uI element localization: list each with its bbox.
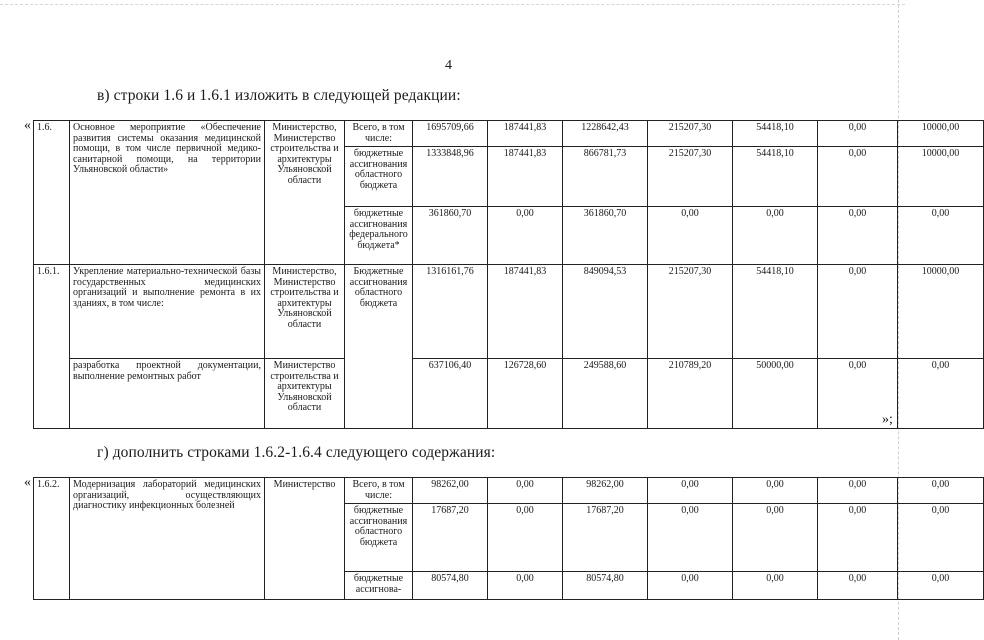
value-cell: 187441,83: [488, 147, 563, 207]
value-cell: 0,00: [898, 504, 984, 572]
value-cell: 54418,10: [733, 147, 818, 207]
heading-add-rows: г) дополнить строками 1.6.2-1.6.4 следующего содержания:: [97, 444, 496, 461]
value-cell: 0,00: [898, 572, 984, 600]
value-cell: 54418,10: [733, 265, 818, 359]
value-cell: 0,00: [818, 572, 898, 600]
value-cell: 849094,53: [563, 265, 648, 359]
value-cell: 0,00: [898, 478, 984, 504]
value-cell: 98262,00: [413, 478, 488, 504]
value-cell: 0,00: [733, 504, 818, 572]
value-cell: 0,00: [648, 207, 733, 265]
value-cell: 17687,20: [563, 504, 648, 572]
row-name: разработка проектной документации, выполнение ремонтных работ: [70, 359, 265, 429]
value-cell: 0,00: [488, 504, 563, 572]
value-cell: 1228642,43: [563, 121, 648, 147]
row-executor: Министерство, Министерство строительства и архитектуры Ульяновской области: [265, 121, 345, 265]
row-name: Основное мероприятие «Обеспечение развития системы оказания медицинской помощи, в том числе первичной медико-санитарной помощи, на территории Ульяновской области»: [70, 121, 265, 265]
table-row: [34, 359, 984, 429]
value-cell: 0,00: [818, 265, 898, 359]
value-cell: 17687,20: [413, 504, 488, 572]
row-executor: Министерство: [265, 478, 345, 600]
value-cell: 1333848,96: [413, 147, 488, 207]
value-cell: 1316161,76: [413, 265, 488, 359]
table-row: [34, 265, 984, 359]
value-cell: 10000,00: [898, 121, 984, 147]
funding-source: бюджетные ассигнова-: [345, 572, 413, 600]
value-cell: 80574,80: [563, 572, 648, 600]
open-quote-2: «: [24, 475, 31, 490]
funding-source: бюджетные ассигнования областного бюджета: [345, 147, 413, 207]
value-cell: 0,00: [648, 478, 733, 504]
value-cell: 187441,83: [488, 265, 563, 359]
table-rows-1-6: [33, 120, 984, 429]
value-cell: 0,00: [818, 147, 898, 207]
row-number: 1.6.2.: [34, 478, 70, 600]
value-cell: 215207,30: [648, 147, 733, 207]
value-cell: 361860,70: [563, 207, 648, 265]
value-cell: 249588,60: [563, 359, 648, 429]
value-cell: 215207,30: [648, 265, 733, 359]
value-cell: 0,00: [818, 207, 898, 265]
value-cell: 0,00: [733, 207, 818, 265]
value-cell: 0,00: [818, 478, 898, 504]
value-cell: 0,00: [898, 207, 984, 265]
value-cell: 10000,00: [898, 265, 984, 359]
table-row: [34, 478, 984, 504]
open-quote-1: «: [24, 118, 31, 133]
value-cell: 0,00: [733, 478, 818, 504]
table-row: [34, 121, 984, 147]
value-cell: 0,00: [488, 207, 563, 265]
value-cell: 0,00: [898, 359, 984, 429]
value-cell: 54418,10: [733, 121, 818, 147]
value-cell: 0,00: [648, 504, 733, 572]
value-cell: 210789,20: [648, 359, 733, 429]
row-executor: Министерство строительства и архитектуры Ульяновской области: [265, 359, 345, 429]
value-cell: 50000,00: [733, 359, 818, 429]
value-cell: 866781,73: [563, 147, 648, 207]
scan-border-top: [0, 4, 905, 6]
value-cell: 637106,40: [413, 359, 488, 429]
row-name: Укрепление материально-технической базы государственных медицинских организаций и выполнение ремонта в их зданиях, в том числе:: [70, 265, 265, 359]
table-rows-1-6-2: [33, 477, 984, 600]
value-cell: 0,00: [733, 572, 818, 600]
row-executor: Министерство, Министерство строительства и архитектуры Ульяновской области: [265, 265, 345, 359]
value-cell: 10000,00: [898, 147, 984, 207]
funding-source: Всего, в том числе:: [345, 121, 413, 147]
value-cell: 215207,30: [648, 121, 733, 147]
funding-source: бюджетные ассигнования федерального бюджета*: [345, 207, 413, 265]
funding-source: бюджетные ассигнования областного бюджета: [345, 504, 413, 572]
value-cell: 0,00: [818, 121, 898, 147]
value-cell: 98262,00: [563, 478, 648, 504]
funding-source: Бюджетные ассигнования областного бюджета: [345, 265, 413, 429]
value-cell: 0,00: [648, 572, 733, 600]
heading-edit-rows: в) строки 1.6 и 1.6.1 изложить в следующей редакции:: [97, 87, 461, 104]
row-number: 1.6.1.: [34, 265, 70, 429]
value-cell: 0,00: [818, 359, 898, 429]
value-cell: 80574,80: [413, 572, 488, 600]
value-cell: 187441,83: [488, 121, 563, 147]
value-cell: 0,00: [488, 478, 563, 504]
funding-source: Всего, в том числе:: [345, 478, 413, 504]
value-cell: 0,00: [488, 572, 563, 600]
close-quote: »;: [882, 412, 893, 427]
value-cell: 0,00: [818, 504, 898, 572]
row-name: Модернизация лабораторий медицинских организаций, осуществляющих диагностику инфекционных болезней: [70, 478, 265, 600]
value-cell: 361860,70: [413, 207, 488, 265]
value-cell: 1695709,66: [413, 121, 488, 147]
value-cell: 126728,60: [488, 359, 563, 429]
page-number: 4: [445, 58, 452, 73]
row-number: 1.6.: [34, 121, 70, 265]
